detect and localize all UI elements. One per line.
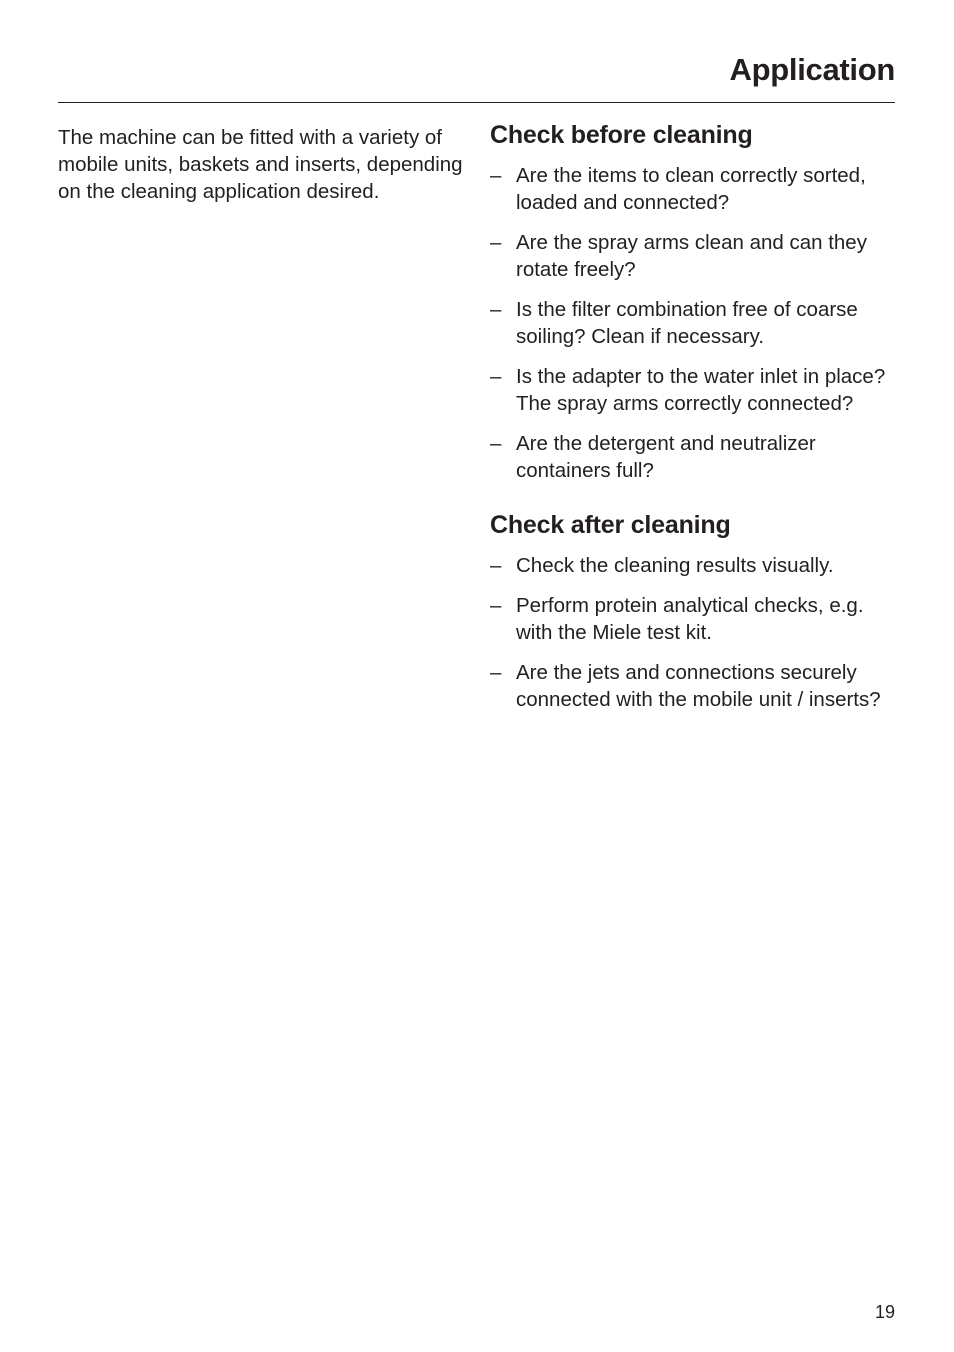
dash-bullet: –: [490, 231, 502, 254]
list-item: [490, 659, 890, 713]
dash-bullet: –: [490, 365, 502, 388]
list-item: [490, 229, 890, 283]
list-item-text: Are the spray arms clean and can they rotate freely?: [516, 231, 867, 281]
dash-bullet: –: [490, 298, 502, 321]
dash-bullet: –: [490, 432, 502, 455]
section-heading-after-cleaning: Check after cleaning: [490, 511, 731, 539]
list-item: [490, 430, 890, 484]
list-item-text: Is the adapter to the water inlet in place? The spray arms correctly connected?: [516, 365, 886, 415]
list-item: [490, 592, 890, 646]
list-item-text: Are the items to clean correctly sorted, loaded and connected?: [516, 164, 866, 214]
before-cleaning-list: [490, 162, 890, 484]
intro-paragraph: The machine can be fitted with a variety of mobile units, baskets and inserts, depending on the cleaning application desired.: [58, 126, 463, 203]
dash-bullet: –: [490, 554, 502, 577]
list-item: [490, 363, 890, 417]
dash-bullet: –: [490, 164, 502, 187]
page-header: [58, 0, 895, 103]
list-item: [490, 162, 890, 216]
list-item-text: Are the jets and connections securely connected with the mobile unit / inserts?: [516, 661, 881, 711]
checklist-column: [490, 119, 890, 713]
list-item: [490, 296, 890, 350]
list-item-text: Are the detergent and neutralizer containers full?: [516, 432, 816, 482]
dash-bullet: –: [490, 661, 502, 684]
section-heading-before-cleaning: Check before cleaning: [490, 121, 753, 149]
dash-bullet: –: [490, 594, 502, 617]
page-title: Application: [729, 52, 895, 87]
page-number: 19: [874, 1302, 895, 1322]
list-item-text: Check the cleaning results visually.: [516, 554, 834, 577]
intro-column: [58, 124, 470, 205]
list-item-text: Is the filter combination free of coarse soiling? Clean if necessary.: [516, 298, 858, 348]
list-item: [490, 552, 890, 579]
list-item-text: Perform protein analytical checks, e.g. with the Miele test kit.: [516, 594, 864, 644]
after-cleaning-list: [490, 552, 890, 713]
